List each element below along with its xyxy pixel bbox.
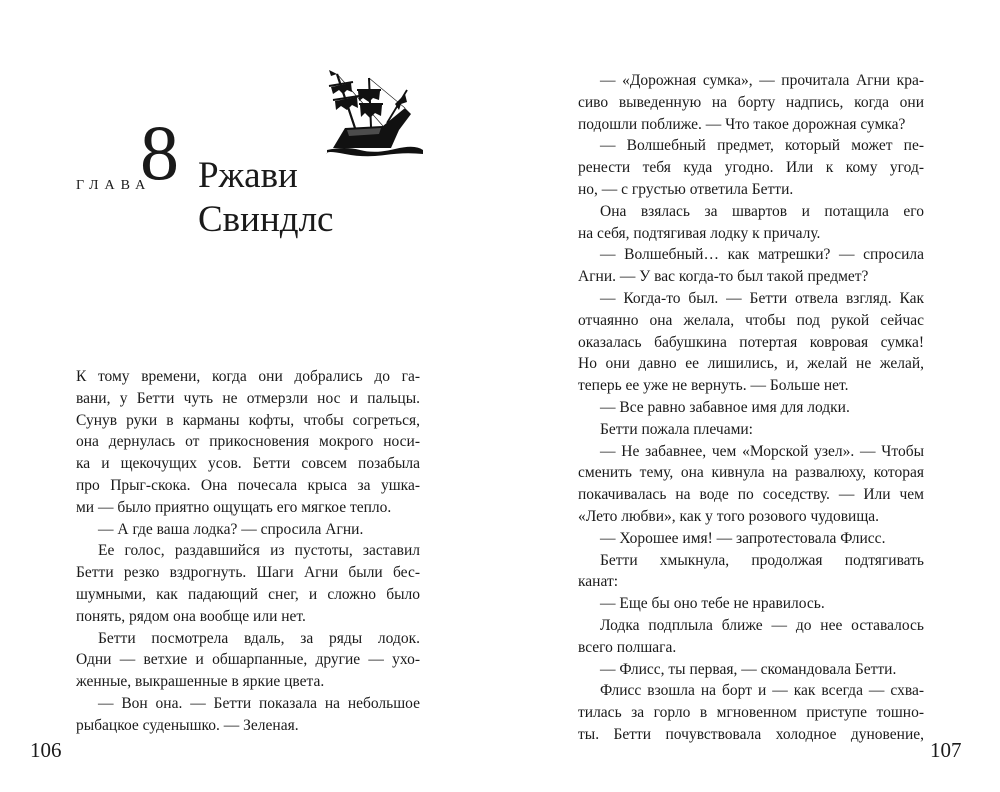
text-line: всего полшага. — [578, 638, 677, 656]
text-line: — Когда-то был. — Бетти отвела взгляд. Как — [600, 289, 924, 307]
text-line: шумными, как падающий снег, и сложно было — [76, 585, 420, 603]
text-line: — А где ваша лодка? — спросила Агни. — [98, 520, 364, 538]
text-line: вани, у Бетти чуть не отмерзли нос и пальцы. — [76, 389, 420, 407]
chapter-title-line2: Свиндлс — [198, 199, 334, 240]
text-line: но, — с грустью ответила Бетти. — [578, 180, 794, 198]
text-line: — Волшебный… как матрешки? — спросила — [600, 246, 924, 264]
text-line: Бетти хмыкнула, продолжая подтягивать — [600, 551, 924, 569]
chapter-title — [198, 154, 333, 242]
text-line: Агни. — У вас когда-то был такой предмет? — [578, 268, 869, 286]
text-line: — Еще бы оно тебе не нравилось. — [600, 595, 825, 613]
text-line: Но они давно ее лишились, и, желай не желай, — [578, 355, 924, 373]
text-line: подошли поближе. — Что такое дорожная сумка? — [578, 115, 906, 133]
text-line: на себя, подтягивая лодку к причалу. — [578, 224, 821, 242]
text-line: женные, выкрашенные в яркие цвета. — [76, 673, 325, 691]
chapter-number: 8 — [140, 109, 179, 196]
text-line: ми — было приятно ощущать его мягкое тепло. — [76, 498, 392, 516]
text-line: Лодка подплыла ближе — до нее оставалось — [600, 616, 924, 634]
text-line: ка и щекочущих усов. Бетти совсем позабыла — [76, 455, 420, 473]
paragraph-text — [578, 70, 924, 746]
text-line: Одни — ветхие и обшарпанные, другие — ухо- — [76, 651, 420, 669]
page-number-right: 107 — [930, 738, 962, 762]
text-line: — Все равно забавное имя для лодки. — [600, 398, 850, 416]
text-line: ты. Бетти почувствовала холодное дуновение, — [578, 725, 924, 743]
text-line: — Вон она. — Бетти показала на небольшое — [98, 694, 420, 712]
text-line: про Прыг-скока. Она почесала крыса за ушка- — [76, 476, 420, 494]
sunken-ship-icon — [325, 68, 425, 163]
text-line: оказалась бабушкина потертая ковровая сумка! — [578, 333, 924, 351]
page-number-left: 106 — [30, 738, 62, 762]
right-page — [500, 0, 1000, 792]
chapter-title-line1: Ржави — [198, 155, 298, 196]
text-line: — Волшебный предмет, который может пе- — [600, 137, 924, 155]
text-line: покачивалась на воде по соседству. — Или чем — [578, 486, 924, 504]
text-line: — Флисс, ты первая, — скомандовала Бетти. — [600, 660, 897, 678]
text-line: понять, рядом она вообще или нет. — [76, 607, 306, 625]
paragraph-text — [76, 366, 420, 737]
text-line: Флисс взошла на борт и — как всегда — схва- — [600, 682, 924, 700]
text-line: теперь ее уже не вернуть. — Больше нет. — [578, 377, 849, 395]
chapter-word: ГЛАВА — [76, 178, 152, 193]
text-line: рыбацкое суденышко. — Зеленая. — [76, 716, 299, 734]
text-line: канат: — [578, 573, 619, 591]
text-line: сиво выведенную на борту надпись, когда они — [578, 93, 924, 111]
text-line: Сунув руки в карманы кофты, чтобы согреться, — [76, 411, 420, 429]
text-line: сменить тему, она кивнула на развалюху, которая — [578, 464, 924, 482]
text-line: отчаянно она желала, чтобы под рукой сейчас — [578, 311, 924, 329]
text-line: «Лето любви», как у того розового чудовища. — [578, 507, 880, 525]
text-line: она дернулась от прикосновения мокрого носи- — [76, 433, 420, 451]
text-line: Бетти пожала плечами: — [600, 420, 753, 438]
text-line: Бетти посмотрела вдаль, за ряды лодок. — [98, 629, 420, 647]
left-body-text — [76, 366, 420, 737]
text-line: — Хорошее имя! — запротестовала Флисс. — [600, 529, 886, 547]
text-line: Она взялась за швартов и потащила его — [600, 202, 924, 220]
text-line: тилась за горло в мгновенном приступе тошно- — [578, 704, 924, 722]
text-line: ренести тебя куда угодно. Или к кому угод- — [578, 159, 924, 177]
text-line: — Не забавнее, чем «Морской узел». — Чтобы — [600, 442, 924, 460]
text-line: Ее голос, раздавшийся из пустоты, заставил — [98, 542, 420, 560]
right-body-text — [578, 70, 924, 746]
text-line: К тому времени, когда они добрались до га- — [76, 368, 420, 385]
text-line: — «Дорожная сумка», — прочитала Агни кра- — [600, 72, 924, 89]
text-line: Бетти резко вздрогнуть. Шаги Агни были бес- — [76, 564, 420, 582]
